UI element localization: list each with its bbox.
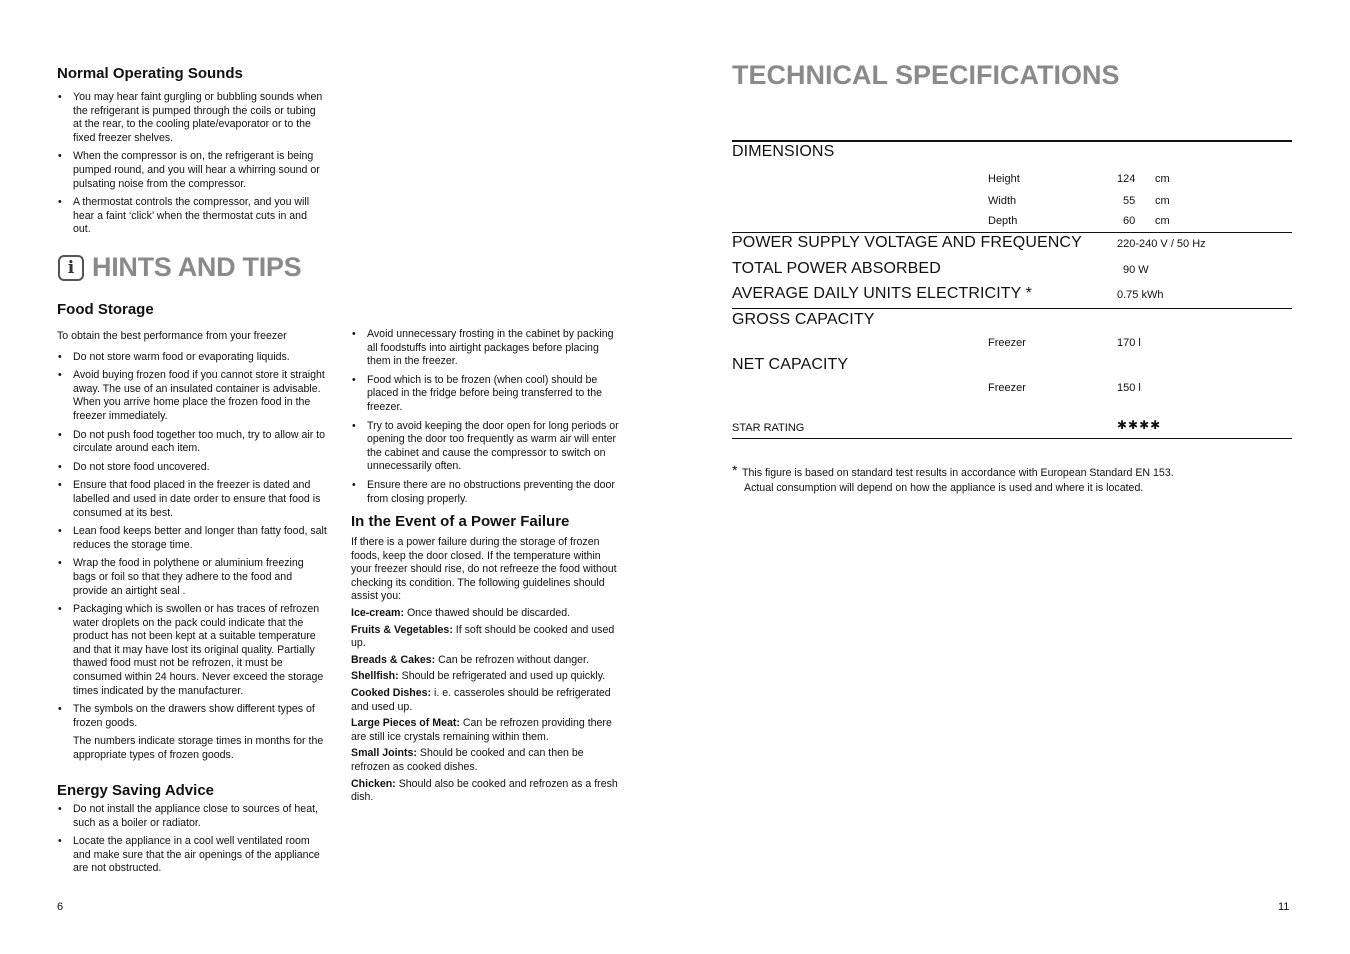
- hints-title-block: [58, 252, 301, 283]
- list-item: • Do not install the appliance close to sources of heat, such as a boiler or radiator.: [57, 803, 327, 830]
- gross-capacity-value: 170 l: [1117, 337, 1141, 349]
- height-unit: cm: [1155, 173, 1170, 185]
- star-rating-label: STAR RATING: [732, 422, 805, 434]
- freezing-tips-section: [351, 328, 619, 511]
- power-failure-heading: In the Event of a Power Failure: [351, 513, 570, 530]
- divider: [732, 308, 1292, 309]
- daily-units-label: AVERAGE DAILY UNITS ELECTRICITY *: [732, 285, 1032, 302]
- height-value: 124: [1117, 173, 1136, 185]
- list-item: • Do not store food uncovered.: [57, 461, 327, 475]
- power-failure-item: Large Pieces of Meat: Can be refrozen providing there are still ice crystals remaining within them.: [351, 717, 612, 743]
- star-rating-icon: ✱✱✱✱: [1117, 418, 1162, 432]
- power-failure-item: Ice-cream: Once thawed should be discarded.: [351, 606, 571, 619]
- power-failure-item: Fruits & Vegetables: If soft should be cooked and used up.: [351, 623, 615, 650]
- power-failure-item: Breads & Cakes: Can be refrozen without danger.: [351, 653, 589, 666]
- footnote: [742, 466, 1262, 496]
- width-value: 55: [1123, 195, 1136, 207]
- depth-value: 60: [1123, 215, 1136, 227]
- width-label: Width: [988, 195, 1017, 207]
- power-failure-item: Shellfish: Should be refrigerated and used up quickly.: [351, 670, 606, 683]
- list-item: • Packaging which is swollen or has traces of refrozen water droplets on the pack could indicate that the product has not been kept at a suitable temperature and that it may have lost its original quality. Partially thawed food must not be refrozen, it must be consumed within 24 hours. Never exceed the storage times indicated by the manufacturer.: [57, 603, 327, 698]
- footnote-line-2: Actual consumption will depend on how the appliance is used and where it is located.: [744, 482, 1144, 494]
- power-supply-label: POWER SUPPLY VOLTAGE AND FREQUENCY: [732, 234, 1082, 251]
- list-item: • Try to avoid keeping the door open for long periods or opening the door too frequently as warm air will enter the cabinet and cause the compressor to switch on unnecessarily often.: [351, 420, 619, 474]
- page-number-right: 11: [1278, 901, 1290, 913]
- list-item: • You may hear faint gurgling or bubbling sounds when the refrigerant is pumped through the coils or tubing at the rear, to the cooling plate/evaporator or to the fixed freezer shelves.: [57, 91, 327, 145]
- net-capacity-value: 150 l: [1117, 382, 1141, 394]
- power-supply-value: 220-240 V / 50 Hz: [1117, 238, 1206, 250]
- food-storage-heading: Food Storage: [57, 301, 154, 318]
- list-item: • Lean food keeps better and longer than fatty food, salt reduces the storage time.: [57, 525, 327, 552]
- footnote-asterisk: *: [732, 462, 738, 478]
- food-storage-intro: To obtain the best performance from your freezer: [57, 330, 287, 342]
- list-item: • Avoid unnecessary frosting in the cabinet by packing all foodstuffs into airtight packages before placing them in the freezer.: [351, 328, 619, 369]
- divider: [732, 232, 1292, 233]
- total-power-value: 90 W: [1123, 264, 1149, 276]
- height-label: Height: [988, 173, 1020, 185]
- list-item: • Avoid buying frozen food if you cannot store it straight away. The use of an insulated container is advisable. When you arrive home place the frozen food in the freezer immediately.: [57, 369, 327, 423]
- power-failure-item: Chicken: Should also be cooked and refrozen as a fresh dish.: [351, 777, 618, 804]
- food-storage-list: [57, 351, 327, 731]
- list-item: • Locate the appliance in a cool well ventilated room and make sure that the air openings of the appliance are not obstructed.: [57, 835, 327, 876]
- list-item: • The symbols on the drawers show different types of frozen goods.: [57, 703, 327, 730]
- footnote-line-1: This figure is based on standard test results in accordance with European Standard EN 153.: [742, 467, 1174, 479]
- power-failure-item: Cooked Dishes: i. e. casseroles should be refrigerated and used up.: [351, 686, 611, 713]
- list-item: • Ensure that food placed in the freezer is dated and labelled and used in date order to ensure that food is consumed at its best.: [57, 479, 327, 520]
- list-item: • Food which is to be frozen (when cool) should be placed in the fridge before being transferred to the freezer.: [351, 374, 619, 415]
- width-unit: cm: [1155, 195, 1170, 207]
- normal-sounds-section: [57, 65, 327, 242]
- tech-specs-title: TECHNICAL SPECIFICATIONS: [732, 60, 1120, 90]
- dimensions-label: DIMENSIONS: [732, 143, 835, 160]
- power-failure-intro: If there is a power failure during the storage of frozen foods, keep the door closed. If the temperature within your freezer should rise, do not refreeze the food without checking its condition. The following guidelines should assist you:: [351, 536, 617, 603]
- hints-title: HINTS AND TIPS: [92, 252, 302, 282]
- energy-heading: Energy Saving Advice: [57, 782, 215, 799]
- food-storage-note: The numbers indicate storage times in months for the appropriate types of frozen goods.: [73, 735, 324, 762]
- divider: [732, 140, 1292, 142]
- net-capacity-label: NET CAPACITY: [732, 356, 849, 373]
- gross-capacity-freezer-label: Freezer: [988, 337, 1026, 349]
- daily-units-value: 0.75 kWh: [1117, 289, 1164, 301]
- energy-list: [57, 803, 327, 876]
- list-item: • Wrap the food in polythene or aluminium freezing bags or foil so that they adhere to the food and provide an airtight seal .: [57, 557, 327, 598]
- list-item: • A thermostat controls the compressor, and you will hear a faint ‘click’ when the thermostat cuts in and out.: [57, 196, 327, 237]
- list-item: • Do not push food together too much, try to allow air to circulate around each item.: [57, 429, 327, 456]
- normal-sounds-list: [57, 91, 327, 237]
- page-number-left: 6: [57, 901, 64, 913]
- power-failure-section: [351, 513, 619, 808]
- food-storage-section: [57, 301, 327, 763]
- list-item: • When the compressor is on, the refrigerant is being pumped round, and you will hear a whirring sound or pulsating noise from the compressor.: [57, 150, 327, 191]
- list-item: • Do not store warm food or evaporating liquids.: [57, 351, 327, 365]
- gross-capacity-label: GROSS CAPACITY: [732, 311, 875, 328]
- list-item: • Ensure there are no obstructions preventing the door from closing properly.: [351, 479, 619, 506]
- info-icon: i: [58, 255, 84, 281]
- energy-section: [57, 782, 327, 881]
- net-capacity-freezer-label: Freezer: [988, 382, 1026, 394]
- normal-sounds-heading: Normal Operating Sounds: [57, 65, 243, 82]
- freezing-tips-list: [351, 328, 619, 506]
- depth-label: Depth: [988, 215, 1018, 227]
- depth-unit: cm: [1155, 215, 1170, 227]
- total-power-label: TOTAL POWER ABSORBED: [732, 260, 941, 277]
- power-failure-item: Small Joints: Should be cooked and can then be refrozen as cooked dishes.: [351, 747, 584, 773]
- divider: [732, 438, 1292, 439]
